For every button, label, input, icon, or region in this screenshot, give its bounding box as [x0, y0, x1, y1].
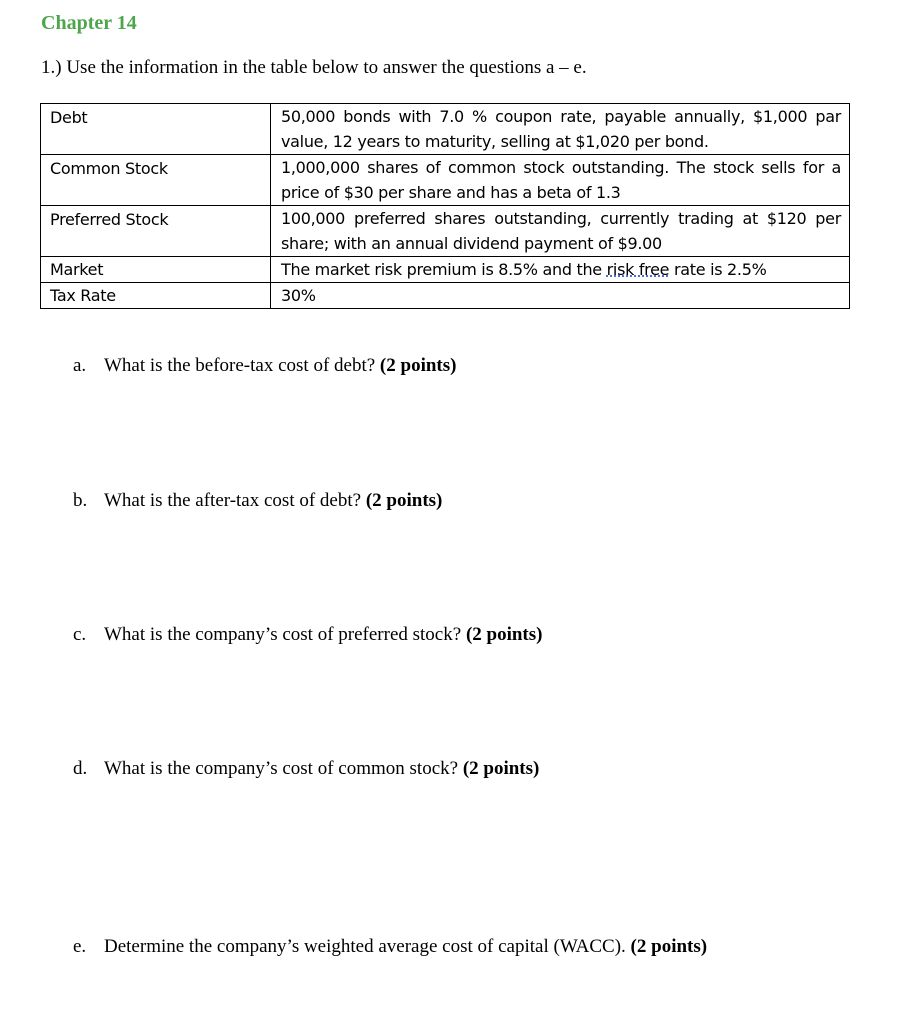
table-row-tax-rate: [41, 283, 850, 309]
question-e-text: Determine the company’s weighted average cost of capital (WACC).: [104, 936, 631, 957]
question-c-letter: c.: [73, 624, 87, 645]
row-desc-debt: 50,000 bonds with 7.0 % coupon rate, payable annually, $1,000 par value, 12 years to maturity, selling at $1,020 per bond.: [271, 104, 850, 155]
chapter-title: Chapter 14: [41, 12, 137, 34]
question-d-points: (2 points): [462, 758, 540, 779]
row-desc-market: [271, 257, 850, 283]
row-label-common-stock: Common Stock: [41, 155, 271, 206]
question-a-text: What is the before-tax cost of debt?: [104, 355, 380, 376]
row-label-tax-rate: Tax Rate: [41, 283, 271, 309]
question-e: [73, 936, 707, 958]
market-text-before: The market risk premium is 8.5% and the: [281, 260, 607, 279]
risk-free-underlined: risk free: [606, 260, 670, 279]
question-c-points: (2 points): [465, 624, 543, 645]
question-a-letter: a.: [73, 355, 87, 376]
question-d: [73, 758, 539, 780]
question-a: [73, 355, 456, 377]
question-b: [73, 490, 442, 512]
table-row-market: [41, 257, 850, 283]
row-label-debt: Debt: [41, 104, 271, 155]
question-d-letter: d.: [73, 758, 88, 779]
table-row-debt: [41, 104, 850, 155]
intro-instructions: 1.) Use the information in the table below to answer the questions a – e.: [41, 57, 587, 78]
table-row-preferred-stock: [41, 206, 850, 257]
row-desc-common-stock: 1,000,000 shares of common stock outstanding. The stock sells for a price of $30 per share and has a beta of 1.3: [271, 155, 850, 206]
row-desc-tax-rate: 30%: [271, 283, 850, 309]
question-b-points: (2 points): [365, 490, 443, 511]
table-row-common-stock: [41, 155, 850, 206]
question-a-points: (2 points): [379, 355, 457, 376]
market-text-after: rate is 2.5%: [669, 260, 767, 279]
question-e-letter: e.: [73, 936, 87, 957]
question-b-letter: b.: [73, 490, 88, 511]
row-desc-preferred-stock: 100,000 preferred shares outstanding, currently trading at $120 per share; with an annual dividend payment of $9.00: [271, 206, 850, 257]
question-e-points: (2 points): [630, 936, 708, 957]
row-label-preferred-stock: Preferred Stock: [41, 206, 271, 257]
question-d-text: What is the company’s cost of common stock?: [104, 758, 463, 779]
info-table: [40, 103, 850, 309]
question-b-text: What is the after-tax cost of debt?: [104, 490, 366, 511]
row-label-market: Market: [41, 257, 271, 283]
question-c-text: What is the company’s cost of preferred stock?: [104, 624, 466, 645]
question-c: [73, 624, 542, 646]
